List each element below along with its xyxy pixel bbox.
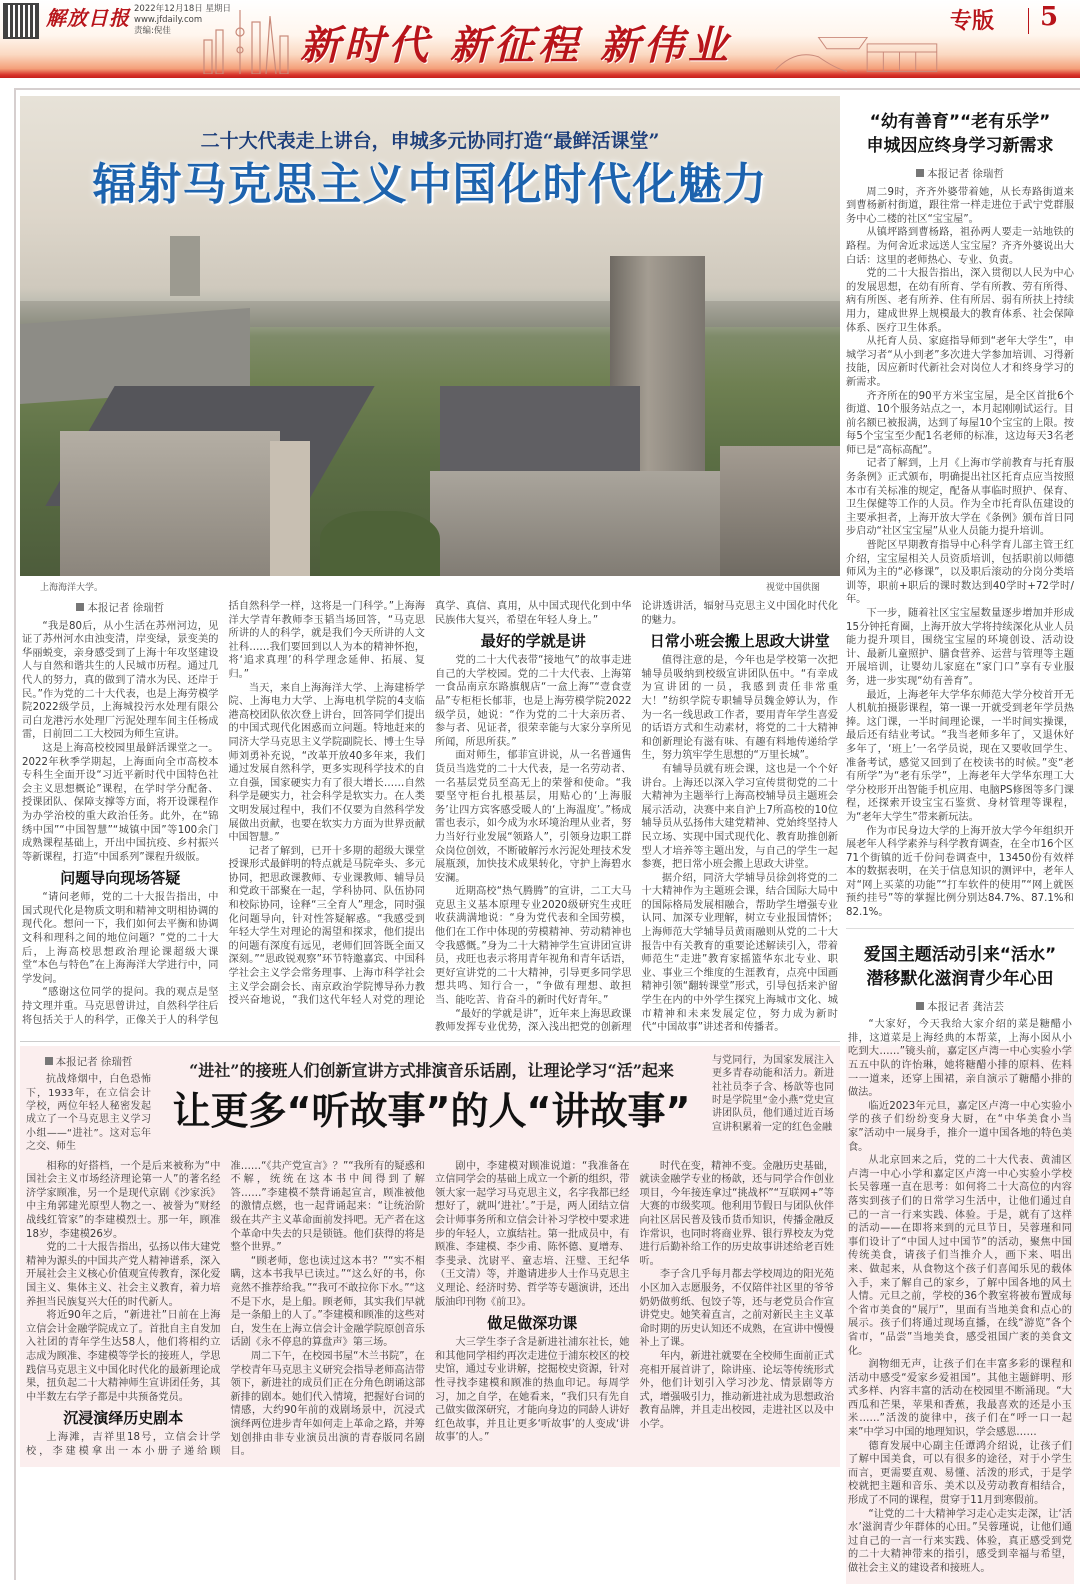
lead-article-body — [20, 594, 840, 1035]
right-article-1-text — [846, 186, 1074, 920]
paragraph: 润物细无声，让孩子们在丰富多彩的课程和活动中感受“爱家乡爱祖国”。其他主题鲜明、形式多样、内容丰富的活动在校园里不断涌现。“大西瓜和芒果，苹果和香蕉，我最喜欢的还是小玉米……”活泼的旋律中，孩子们在“呼一口一起来”中学习中国的地理知识，学会感恩…… — [848, 1359, 1072, 1439]
paragraph: 记者了解到，已开十多期的超级大课堂授课形式最鲜明的特点就是马院牵头、多元协同，把思政课教师、专业课教师、辅导员和党政干部聚在一起，学科协同、队伍协同和校际协同，诠释“三全育人”理念，同时强化问题导向，针对性答疑解惑。“我感受到年轻大学生对理论的渴望和探求，他们提出的问题有深度有远见，老师们回答既全面又深刻。”“思政锐观察”环节特邀嘉宾、中国科学社会主义学会常务理事、上海市科学社会主义学会副会长、南京政治学院博导孙力教授兴奋地说，“我们这代年轻人对党的理论真学、真信、真用，从中国式现代化到中华民族伟大复兴，希望在年轻人身上。” — [228, 601, 632, 1007]
paragraph: 周二下午，在校园书屋“木兰书院”，在学校青年马克思主义研究会指导老师高洁带领下，新进社的成员们正在分角色朗诵这部新排的剧本。她们代入情境，把握好台词的情感，大约90年前的戏剧场景中，沉浸式演绎两位进步青年如何走上革命之路，并筹划创排由非专业演员出演的青春版同名剧目。 — [230, 1350, 425, 1458]
lower-article-side-column — [712, 1054, 834, 1134]
lower-article-body — [26, 1160, 834, 1459]
page-number: 5 — [1040, 2, 1059, 32]
paragraph: 党的二十大代表带“接地气”的故事走进自己的大学校园。党的二十大代表、上海第一食品南京东路旗舰店“一盒上海”“壹食壹品”专柜柜长郁菲，也是上海劳模学院2022级学员，她说：“作为党的二十大亲历者、参与者、见证者，很荣幸能与大家分享所见所闻，所思所获。” — [435, 655, 632, 748]
paragraph: 从北京回来之后，党的二十大代表、黄浦区卢湾一中心小学和嘉定区卢湾一中心实验小学校长吴蓉瑾一直在思考：如何将二十大高位的内容落实到孩子们的日常学习生活中，让他们通过自己的一言一行来实践、体验。于是，就有了这样的活动——在即将来到的元旦节日，吴蓉瑾和同事们设计了“中国人过中国节”的活动，聚焦中国传统美食，请孩子们当推介人，画下来、唱出来、做起来，从食物这个孩子们喜闻乐见的载体入手，来了解自己的家乡，了解中国各地的风土人情。元旦之前，学校的36个教室将被布置成每个省市美食的“展厅”，里面有当地美食和点心的展示。孩子们将通过现场直播，在线“游览”各个省市，“品尝”当地美食，感受祖国广袤的美食文化。 — [848, 1155, 1072, 1357]
paragraph: 值得注意的是，今年也是学校第一次把辅导员吸纳到校级宣讲团队伍中。“有幸成为宣讲团的一员，我感到责任非常重大！”纺织学院专职辅导员魏金婷认为，作为一名一线思政工作者，要用青年学生喜爱的话语方式和生动素材，将党的二十大精神和创新理论有滋有味、有趣有料地传递给学生，努力筑牢学生思想的“万里长城”。 — [641, 655, 838, 762]
paragraph: 周二9时，齐齐外婆带着她，从长寿路街道来到曹杨新村街道，跟往常一样走进位于武宁党群服务中心二楼的社区“宝宝屋”。 — [846, 186, 1074, 225]
title-line: “幼有善育”“老有乐学” — [869, 112, 1051, 132]
paragraph: 记者了解到，上月《上海市学前教育与托育服务条例》正式颁布，明确提出社区托育点应当按照本市有关标准的规定，配备从事临时照护、保育、卫生保健等工作的人员。作为全市托育队伍建设的主要承担者，上海开放大学在《条例》颁布首日同步启动“社区宝宝屋”从业人员能力提升培训。 — [846, 458, 1074, 538]
lower-article-header — [26, 1054, 834, 1154]
lower-subtitle: “进社”的接班人们创新宣讲方式排演音乐话剧，让理论学习“活”起来 — [189, 1060, 674, 1080]
lower-intro-text: 抗战烽烟中，白色恐怖下，1933年，在立信会计学校，两位年轻人秘密发起成立了一个马克思主义学习小组——“进社”。这对忘年之交、师生 — [26, 1074, 151, 1153]
right-article-2-text — [848, 1018, 1072, 1575]
paragraph: 从托育人员、家庭指导师到“老年大学生”，申城学习者“从小到老”多次进大学参加培训、习得新技能，因应新时代新社会对岗位人才和终身学习的新需求。 — [846, 336, 1074, 388]
paragraph: 将近90年之后，“新进社”日前在上海立信会计金融学院成立了。首批自主自发加入社团的青年学生达58人，他们将相约立志成为顾准、李建模等学长的接班人，学思践信马克思主义中国化时代化的最新理论成果，扭负起二十大精神师生宣讲团任务，其中半数左右学子都是中共预备党员。 — [26, 1310, 221, 1403]
edition-label: 专版 — [950, 8, 995, 34]
lower-headline-block — [159, 1054, 704, 1135]
paragraph: 近期高校“热气腾腾”的宣讲，二工大马克思主义基本原理专业2020级研究生戎旺收获满满地说：“身为党代表和全国劳模，他们在工作中体现的劳模精神、劳动精神也令我感慨。”身为二十大精神学生宣讲团宣讲员，戎旺也表示将用青年视角和青年话语，更好宣讲党的二十大精神，引导更多同学思想共鸣、知行合一，“争做有理想、敢担当、能吃苦、肯奋斗的新时代好青年。” — [435, 886, 632, 1007]
right-article-1-title — [846, 110, 1074, 158]
paragraph: 党的二十大报告指出，深入贯彻以人民为中心的发展思想，在幼有所育、学有所教、劳有所得、病有所医、老有所养、住有所居、弱有所扶上持续用力，建成世界上规模最大的教育体系、社会保障体系、医疗卫生体系。 — [846, 268, 1074, 334]
paragraph: 大三学生李子含是新进社浦东社长，她和其他同学相约再次走进位于浦东校区的校史馆，通过专业讲解，挖掘校史资源，针对性寻找李建模和顾准的热血印记。每周学习，加之自学，在她看来，“我们只有先自己做实做深研究，才能向身边的同龄人讲好红色故事，并且让更多‘听故事’的人变成‘讲故事’的人。” — [435, 1337, 630, 1444]
skyline-illustration — [200, 10, 290, 74]
byline-text: 本报记者 徐瑞哲 — [927, 168, 1004, 180]
lower-byline — [26, 1056, 151, 1069]
newspaper-logo: 解放日报 — [46, 6, 130, 30]
paragraph: 有辅导员就有班会课，这也是一个个好讲台。上海还以深入学习宣传贯彻党的二十大精神为主题举行上海高校辅导员主题班会展示活动，决赛中来自沪上7所高校的10位辅导员从弘扬伟大建党精神、党始终坚持人民立场、实现中国式现代化、教育助推创新型人才培养等主题出发，与自己的学生一起参赛，把日常小班会搬上思政大讲堂。 — [641, 763, 838, 871]
lower-side-text: 与党同行，为国家发展注入更多青春动能和活力。新进社社员李子含、杨歆等也同时是学院里“金小燕”党史宣讲团队员，他们通过近百场宣讲积累着一定的红色金融 — [712, 1054, 834, 1133]
lower-article-text — [26, 1160, 834, 1459]
paragraph: 最近，上海老年大学华东师范大学分校首开无人机航拍摄影课程，第一课一开就受到老年学员热捧。这门课，一半时间理论课，一半时间实操课，最后还有结业考试。“我当老师多年了，又退休好多年了，‘班上’一名学员说，现在又要收回学生、准备考试，感觉又回到了在校读书的时候。”变“老有所学”为“老有乐学”，上海老年大学华东理工大学分校形开出智能手机应用、电脑PS修图等多门课程，还探索开设宝宝石鉴赏、身材管理等课程，为“老年大学生”带来新玩法。 — [846, 689, 1074, 823]
right-article-patriotic-activities — [846, 928, 1074, 1584]
photo-caption-row — [20, 576, 840, 594]
paragraph: 剧中，李建模对顾准说道：“我准备在立信同学会的基础上成立一个新的组织，带领大家一起学习马克思主义，名字我都已经想好了，就叫‘进社’。”于是，两人团结立信会计师事务所和立信会计补习学校中要求进步的年轻人，立旗结社。第一批成员中，有顾准、李建模、李少甫、陈怀德、夏增寿、李斐录、沈尉平、童志培、汪璧、王纪华（王文清）等，并邀请进步人士作马克思主义理论、经济时势、哲学等专题演讲，还出版油印刊物《前卫》。 — [435, 1160, 630, 1308]
section-subheading: 沉浸演绎历史剧本 — [63, 1409, 184, 1428]
byline-text: 本报记者 龚洁芸 — [927, 1000, 1004, 1013]
paragraph: “最好的学就是讲”，近年来上海思政课教师发挥专业优势，深入浅出把党的创新理论讲透讲活，辐射马克思主义中国化时代化的魅力。 — [435, 601, 838, 1034]
paragraph: “让党的二十大精神学习走心走实走深，让‘活水’滋润青少年群体的心田。”吴蓉瑾说，让他们通过自己的一言一行来实践、体验，真正感受到党的二十大精神带来的指引，感受到幸福与希望，做社会主义的建设者和接班人。 — [848, 1508, 1072, 1574]
paragraph: “大家好，今天我给大家介绍的菜是糖醋小排，这道菜是上海经典的本帮菜，上海小囡从小吃到大……”镜头前，嘉定区卢湾一中心实验小学五五中队的许怡琳，她将糖醋小排的原料、佐料一一道来，还穿上围裙，亲自演示了糖醋小排的做法。 — [848, 1019, 1072, 1099]
paragraph: 年内，新进社就要在全校师生面前正式亮相开展首讲了，除讲座、论坛等传统形式外，他们计划引入学习沙龙、情景剧等方式，增强吸引力，推动新进社成为思想政治教育品牌，并且走出校园，走进社区以及中小学。 — [639, 1350, 834, 1430]
paragraph: 普陀区早期教育指导中心科学育儿部主管王红介绍，宝宝屋相关人员资质培训，包括职前以师德师风为主的“必修课”，以及职后滚动的分岗分类培训等，职前+职后的课时数达到40学时+72学时/年。 — [846, 540, 1074, 606]
lead-subtitle: 二十大代表走上讲台，申城多元协同打造“最鲜活课堂” — [200, 130, 660, 152]
paragraph: 作为市民身边大学的上海开放大学今年组织开展老年人科学素养与科学教育调查，在全市16个区71个街镇的近千份问卷调查中，13450份有效样本的数据表明，在关于信息知识的测评中，老年人对“网上买菜的功能”“打车软件的使用”“网上就医预约挂号”等的掌握比例分别达84.7%、87.1%和82.1%。 — [846, 825, 1074, 919]
title-line: 申城因应终身学习新需求 — [866, 136, 1054, 156]
editor-credit: 责编:倪佳 — [134, 26, 171, 36]
lower-article-panel — [20, 1046, 840, 1467]
masthead-banner — [0, 0, 1080, 78]
paragraph: 这是上海高校校园里最鲜活课堂之一。2022年秋季学期起，上海面向全市高校本专科生全面开设“习近平新时代中国特色社会主义思想概论”课程，在学时学分配备、授课团队、保障支撑等方面，将开设课程作为办学治校的重大政治任务。此外，在“锦绣中国”“中国智慧”“城镇中国”等100余门成熟课程基础上，开出中国抗疫、乡村振兴等新课程，打造“中国系列”课程升级版。 — [22, 742, 219, 863]
title-line: 潜移默化滋润青少年心田 — [866, 968, 1054, 989]
slogan-title: 新时代 新征程 新伟业 — [300, 22, 732, 69]
paragraph: 据介绍，同济大学辅导员徐剑将党的二十大精神作为主题班会课，结合国际大局中的国际格局发展相融合，帮助学生增强专业认同、加深专业理解，树立专业报国情怀；上海师范大学辅导员黄雨融则从党的二十大报告中有关教育的重要论述解读引入，带着师范生“走进”教育家摇篮华东北专业、职业、事业三个维度的生涯教育，点亮中国画精神引领“翻转课堂”形式，引导包括来沪留学生在内的中外学生探究上海城市文化、城市精神和未来发展定位，努力成为新时代“中国故事”讲述者和传播者。 — [641, 872, 838, 1034]
right-article-2-title — [848, 943, 1072, 991]
photo-caption: 上海海洋大学。 — [40, 583, 104, 593]
title-line: 爱国主题活动引来“活水” — [863, 944, 1057, 965]
right-article-1-byline — [846, 168, 1074, 182]
lower-article-lead-column — [26, 1054, 151, 1154]
campus-aerial-photo — [20, 96, 840, 576]
edition-divider — [1028, 8, 1029, 34]
byline-square-icon — [76, 603, 84, 611]
paragraph: 上海滩，吉祥里18号，立信会计学校，李建模拿出一本小册子递给顾准……“《共产党宣言》？”“我所有的疑惑和不解，统统在这本书中间得到了解答……”李建模不禁背诵起宣言，顾准被他的激情点燃，也一起背诵起来：“让统治阶级在共产主义革命面前发抖吧。无产者在这个革命中失去的只是锁链。他们获得的将是整个世界。” — [26, 1160, 425, 1457]
paragraph: 当天，来自上海海洋大学、上海建桥学院、上海电力大学、上海电机学院的4支临港高校团队依次登上讲台，回答同学们提出的中国式现代化困惑而立问题。特地赶来的同济大学马克思主义学院副院长、博士生导师刘勇补充说，“改革开放40多年来，我们通过发展自然科学，更多实现科学技术的自立自强，国家硬实力有了很大增长……自然科学是硬实力，社会科学是软实力。在人类文明发展过程中，我们不仅要为自然科学发展做出贡献，也要在软实力方面为世界贡献中国智慧。” — [228, 682, 425, 844]
paragraph: 下一步，随着社区宝宝屋数量逐步增加并形成15分钟托育圈，上海开放大学将持续深化从业人员能力提升项目，围绕宝宝屋的环境创设、活动设计、最新儿童照护、膳食营养、运营与管理等主题开展培训，让婴幼儿家庭在“家门口”享有专业服务，进一步实现“幼有善育”。 — [846, 608, 1074, 687]
paragraph: “顾老师，您也读过这本书？”“实不相瞒，这本书我早已读过。”“这么好的书，你竟然不推荐给我。”“我可不敢拉你下水。”“这不是下水，是上船。顾老师，其实我们早就是一条船上的人了。”李建模和顾准的这些对白，发生在上海立信会计金融学院原创音乐话剧《永不停息的算盘声》第三场。 — [230, 1255, 425, 1349]
landmark-illustration — [770, 28, 940, 76]
paragraph: 从镇坪路到曹杨路，祖孙两人要走一站地铁的路程。为何舍近求远送人宝宝屋？齐齐外婆说出大白话：这里的老师热心、专业、负责。 — [846, 227, 1074, 266]
lead-article-text — [22, 600, 838, 1035]
lead-byline — [22, 602, 219, 616]
byline-text: 本报记者 徐瑞哲 — [87, 602, 165, 614]
paragraph: 党的二十大报告指出，弘扬以伟大建党精神为源头的中国共产党人精神谱系，深入开展社会主义核心价值观宣传教育，深化爱国主义、集体主义、社会主义教育，着力培养担当民族复兴大任的时代新人。 — [26, 1242, 221, 1308]
paragraph: “请问老师，党的二十大报告指出，中国式现代化是物质文明和精神文明相协调的现代化。想问一下，我们如何去平衡和协调文科和理科之间的地位问题？”党的二十大后，上海高校思想政治理论课超级大课堂“本色与特色”在上海海洋大学进行中，同学发问。 — [22, 892, 219, 985]
paragraph: 德育发展中心副主任谭鸿介绍说，让孩子们了解中国美食，可以有很多的途径，对于小学生而言，更需要直观、易懂、活泼的形式，于是学校就把主题和音乐、美术以及劳动教育相结合，形成了不同的课程，贯穿于11月到寒假前。 — [848, 1440, 1072, 1507]
byline-text: 本报记者 徐瑞哲 — [55, 1055, 133, 1068]
lead-headline: 辐射马克思主义中国化时代化魅力 — [92, 159, 768, 210]
paragraph: 相称的好搭档，一个是后来被称为“中国社会主义市场经济理论第一人”的著名经济学家顾准，另一个是现代京剧《沙家浜》中主角郭建光原型人物之一、被誉为“财经战线红管家”的李建模烈士。那一年，顾准18岁，李建模26岁。 — [26, 1160, 221, 1240]
right-article-2-byline — [848, 1001, 1072, 1015]
paragraph: 时代在变，精神不变。金融历史基础，就读金融学专业的杨歆，还与同学合作创业项目，今年接连拿过“挑战杯”“互联网+”等大赛的市级奖项。他利用节假日与团队伙伴向社区居民普及钱币货币知识，传播金融反诈常识，也同时将商业界、银行界校友为党进行后勤补给工作的历史故事讲述给老百姓听。 — [639, 1160, 834, 1267]
qr-code-icon[interactable] — [3, 3, 39, 39]
byline-square-icon — [916, 1002, 924, 1010]
website-link[interactable]: www.jfdaily.com — [134, 15, 203, 25]
right-article-lifelong-learning — [846, 96, 1074, 928]
main-content-column — [20, 96, 840, 1467]
paragraph: “感谢这位同学的提问。我的观点是坚持文理并重。马克思曾讲过，自然科学往后将包括关于人的科学，正像关于人的科学包括自然科学一样，这将是一门科学。”上海海洋大学青年教师李玉韬当场回答，“马克思所讲的人的科学，就是我们今天所讲的人文社科……我们要回到以人为本的精神怀抱，将‘追求真理’的科学理念延伸、拓展、复归。” — [22, 601, 425, 1026]
paragraph: 临近2023年元旦，嘉定区卢湾一中心实验小学的孩子们纷纷变身大厨，在“中华美食小当家”活动中一展身手，推介一道中国各地的特色美食。 — [848, 1100, 1072, 1153]
paragraph: “我是80后，从小生活在苏州河边，见证了苏州河水由浊变清，岸变绿，景变美的华丽蜕变，亲身感受到了上海十年攻坚建设人与自然和谐共生的人民城市历程。通过几代人的努力，真的做到了清水为民、还岸于民。”作为党的二十大代表，也是上海劳模学院2022级学员，上海城投污水处理有限公司白龙港污水处理厂污泥处理车间主任杨成雷，日前回二工大校园为师生宣讲。 — [22, 620, 219, 741]
paragraph: 李子含几乎每月都去学校周边的阳光苑小区加入志愿服务，不仅陪伴社区里的爷爷奶奶做剪纸、包饺子等，还与老党员合作宣讲党史。她笑着直言，之前对新民主主义革命时期的历史认知还不成熟，在宣讲中慢慢补上了课。 — [639, 1269, 834, 1349]
right-column — [846, 96, 1074, 1584]
paragraph: 齐齐所在的90平方米宝宝屋，是全区首批6个街道、10个服务站点之一，本月起刚刚试运行。目前名额已被报满，达到了每屋10个宝宝的上限。按每5个宝宝至少配1名老师的标准，这边每天3名老师已是“高标高配”。 — [846, 390, 1074, 456]
section-divider — [20, 1041, 840, 1042]
byline-square-icon — [45, 1057, 53, 1065]
issue-date: 2022年12月18日 星期日 — [134, 4, 231, 14]
photo-credit: 视觉中国供图 — [765, 583, 820, 593]
section-subheading: 问题导向现场答疑 — [60, 869, 181, 888]
paragraph: 面对师生，郁菲宣讲说，从一名普通售货员当选党的二十大代表，是一名劳动者、一名基层党员至高无上的荣誉和使命。“我要坚守柜台扎根基层，用贴心的‘上海服务’让四方宾客感受暖人的‘上海温度’。”杨成雷也表示，如今成为水环境治理从业者，努力当好行业发展“领路人”，引领身边职工群众岗位创效，不断破解污水污泥处理技术发展瓶颈，加快技术成果转化，守护上海碧水安澜。 — [435, 750, 632, 884]
section-subheading: 日常小班会搬上思政大讲堂 — [649, 632, 830, 651]
section-subheading: 做足做深功课 — [487, 1314, 578, 1333]
lower-headline: 让更多“听故事”的人“讲故事” — [172, 1088, 691, 1133]
byline-square-icon — [916, 169, 924, 177]
section-subheading: 最好的学就是讲 — [480, 632, 586, 651]
